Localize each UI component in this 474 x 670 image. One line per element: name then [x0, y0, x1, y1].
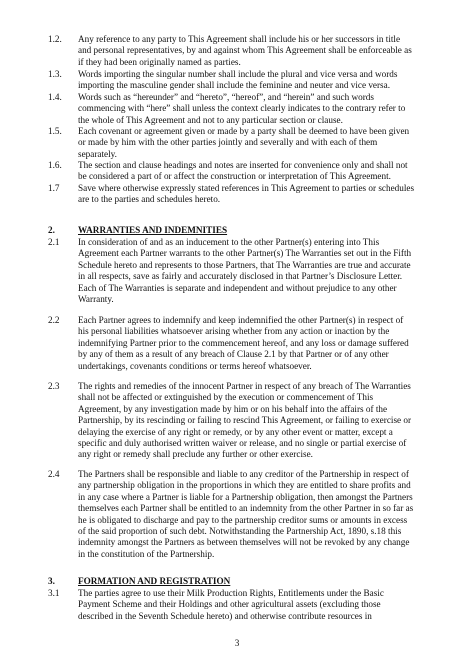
- text-line: The rights and remedies of the innocent Partner in respect of any breach of The Warranties: [78, 381, 411, 391]
- text-line: Each covenant or agreement given or made by a party shall be deemed to have been given: [78, 126, 410, 136]
- page-number: 3: [234, 638, 240, 648]
- text-line: commencing with “here” shall unless the context clearly indicates to the contrary refer to: [78, 103, 406, 114]
- section-number: 3.: [48, 576, 55, 586]
- clause-number: 1.6.: [48, 160, 62, 170]
- text-line: if they had been originally named as parties.: [78, 56, 241, 67]
- text-line: any partnership obligation in the proportions in which they are entitled to share profits and: [78, 480, 411, 491]
- text-line: in the constitution of the Partnership.: [78, 548, 215, 559]
- clause-text: [78, 315, 442, 372]
- text-line: Schedule hereto and represents to those Partners, that The Warranties are true and accurate: [78, 259, 411, 270]
- clause-number: 2.2: [48, 315, 60, 325]
- clause-number: 1.5.: [48, 126, 62, 136]
- text-line: in all respects, save as fairly and accurately disclosed in that Partner’s Disclosure Letter.: [78, 271, 403, 282]
- text-line: Partnership, by its rescinding or failing to rescind This Agreement, or failing to exercise or: [78, 415, 412, 426]
- clause-text: [78, 381, 442, 461]
- clause-number: 2.3: [48, 381, 60, 391]
- clause-number: 1.2.: [48, 34, 62, 44]
- clause-text: [78, 469, 442, 560]
- text-line: shall not be affected or extinguished by the execution or commencement of This: [78, 392, 374, 403]
- clause-number: 2.4: [48, 469, 60, 479]
- clause-text: [78, 160, 442, 183]
- clause-number: 1.7: [48, 183, 60, 193]
- text-line: his personal liabilities whatsoever arising whether from any action or inaction by the: [78, 326, 390, 337]
- clause-text: [78, 34, 442, 68]
- text-line: indemnity amongst the Partners as between themselves will not be revoked by any change: [78, 537, 410, 548]
- text-line: the whole of This Agreement and not to any particular section or clause.: [78, 114, 343, 125]
- text-line: and personal representatives, by and against whom This Agreement shall be enforceable as: [78, 45, 412, 56]
- text-line: themselves each Partner shall be entitled to an indemnity from the other Partner in so far as: [78, 503, 414, 514]
- clause-number: 1.3.: [48, 69, 62, 79]
- clause-text: [78, 69, 442, 92]
- text-line: Warranty.: [78, 294, 114, 305]
- section-title: FORMATION AND REGISTRATION: [78, 576, 231, 586]
- text-line: Words importing the singular number shall include the plural and vice versa and words: [78, 69, 398, 79]
- text-line: specific and duly authorised written waiver or release, and no single or partial exercise of: [78, 438, 407, 449]
- text-line: Any reference to any party to This Agreement shall include his or her successors in title: [78, 34, 401, 44]
- clause-text: [78, 126, 442, 160]
- text-line: Each of The Warranties is separate and independent and without prejudice to any other: [78, 282, 397, 293]
- text-line: Payment Scheme and their Holdings and other agricultural assets (excluding those: [78, 599, 381, 610]
- text-line: be considered a part of or affect the construction or interpretation of This Agreement.: [78, 171, 391, 182]
- text-line: The Partners shall be responsible and liable to any creditor of the Partnership in respect of: [78, 469, 409, 479]
- clause-number: 1.4.: [48, 92, 62, 102]
- text-line: undertakings, covenants conditions or terms hereof whatsoever.: [78, 360, 312, 371]
- text-line: separately.: [78, 148, 117, 159]
- clause-number: 2.1: [48, 237, 60, 247]
- text-line: in any case where a Partner is liable for a Partnership obligation, then amongst the Partners: [78, 491, 413, 502]
- text-line: importing the masculine gender shall include the feminine and neuter and vice versa.: [78, 80, 391, 91]
- text-line: In consideration of and as an inducement to the other Partner(s) entering into This: [78, 237, 380, 247]
- text-line: indemnifying Partner prior to the commencement hereof, and any loss or damage suffered: [78, 337, 409, 348]
- clause-text: [78, 237, 442, 305]
- text-line: Agreement each Partner warrants to the other Partner(s) The Warranties set out in the Fifth: [78, 248, 412, 259]
- section-number: 2.: [48, 225, 55, 235]
- text-line: Agreement, by any investigation made by him or on his behalf into the affairs of the: [78, 403, 388, 414]
- text-line: The section and clause headings and notes are inserted for convenience only and shall not: [78, 160, 408, 170]
- text-line: are to the parties and schedules hereto.: [78, 194, 221, 205]
- clause-text: [78, 588, 442, 622]
- text-line: Each Partner agrees to indemnify and keep indemnified the other Partner(s) in respect of: [78, 315, 404, 325]
- text-line: Save where otherwise expressly stated references in This Agreement to parties or schedules: [78, 183, 415, 193]
- text-line: any right or remedy shall preclude any further or other exercise.: [78, 449, 313, 460]
- text-line: he is obligated to discharge and pay to the partnership creditor sums or amounts in excess: [78, 514, 408, 525]
- text-line: delaying the exercise of any right or remedy, or by any other event or matter, except a: [78, 426, 393, 437]
- text-line: or made by him with the other parties jointly and severally and with each of them: [78, 137, 378, 148]
- text-line: described in the Seventh Schedule hereto) and otherwise contribute resources in: [78, 610, 372, 621]
- clause-text: [78, 183, 442, 206]
- text-line: Words such as “hereunder” and “hereto”, “hereof”, and “herein” and such words: [78, 92, 374, 102]
- clause-number: 3.1: [48, 588, 60, 598]
- text-line: by any of them as a result of any breach of Clause 2.1 by that Partner or of any other: [78, 349, 389, 360]
- text-line: The parties agree to use their Milk Production Rights, Entitlements under the Basic: [78, 588, 384, 598]
- clause-text: [78, 92, 442, 126]
- section-title: WARRANTIES AND INDEMNITIES: [78, 225, 228, 235]
- text-line: of the said proportion of such debt. Notwithstanding the Partnership Act, 1890, s.18 this: [78, 526, 402, 537]
